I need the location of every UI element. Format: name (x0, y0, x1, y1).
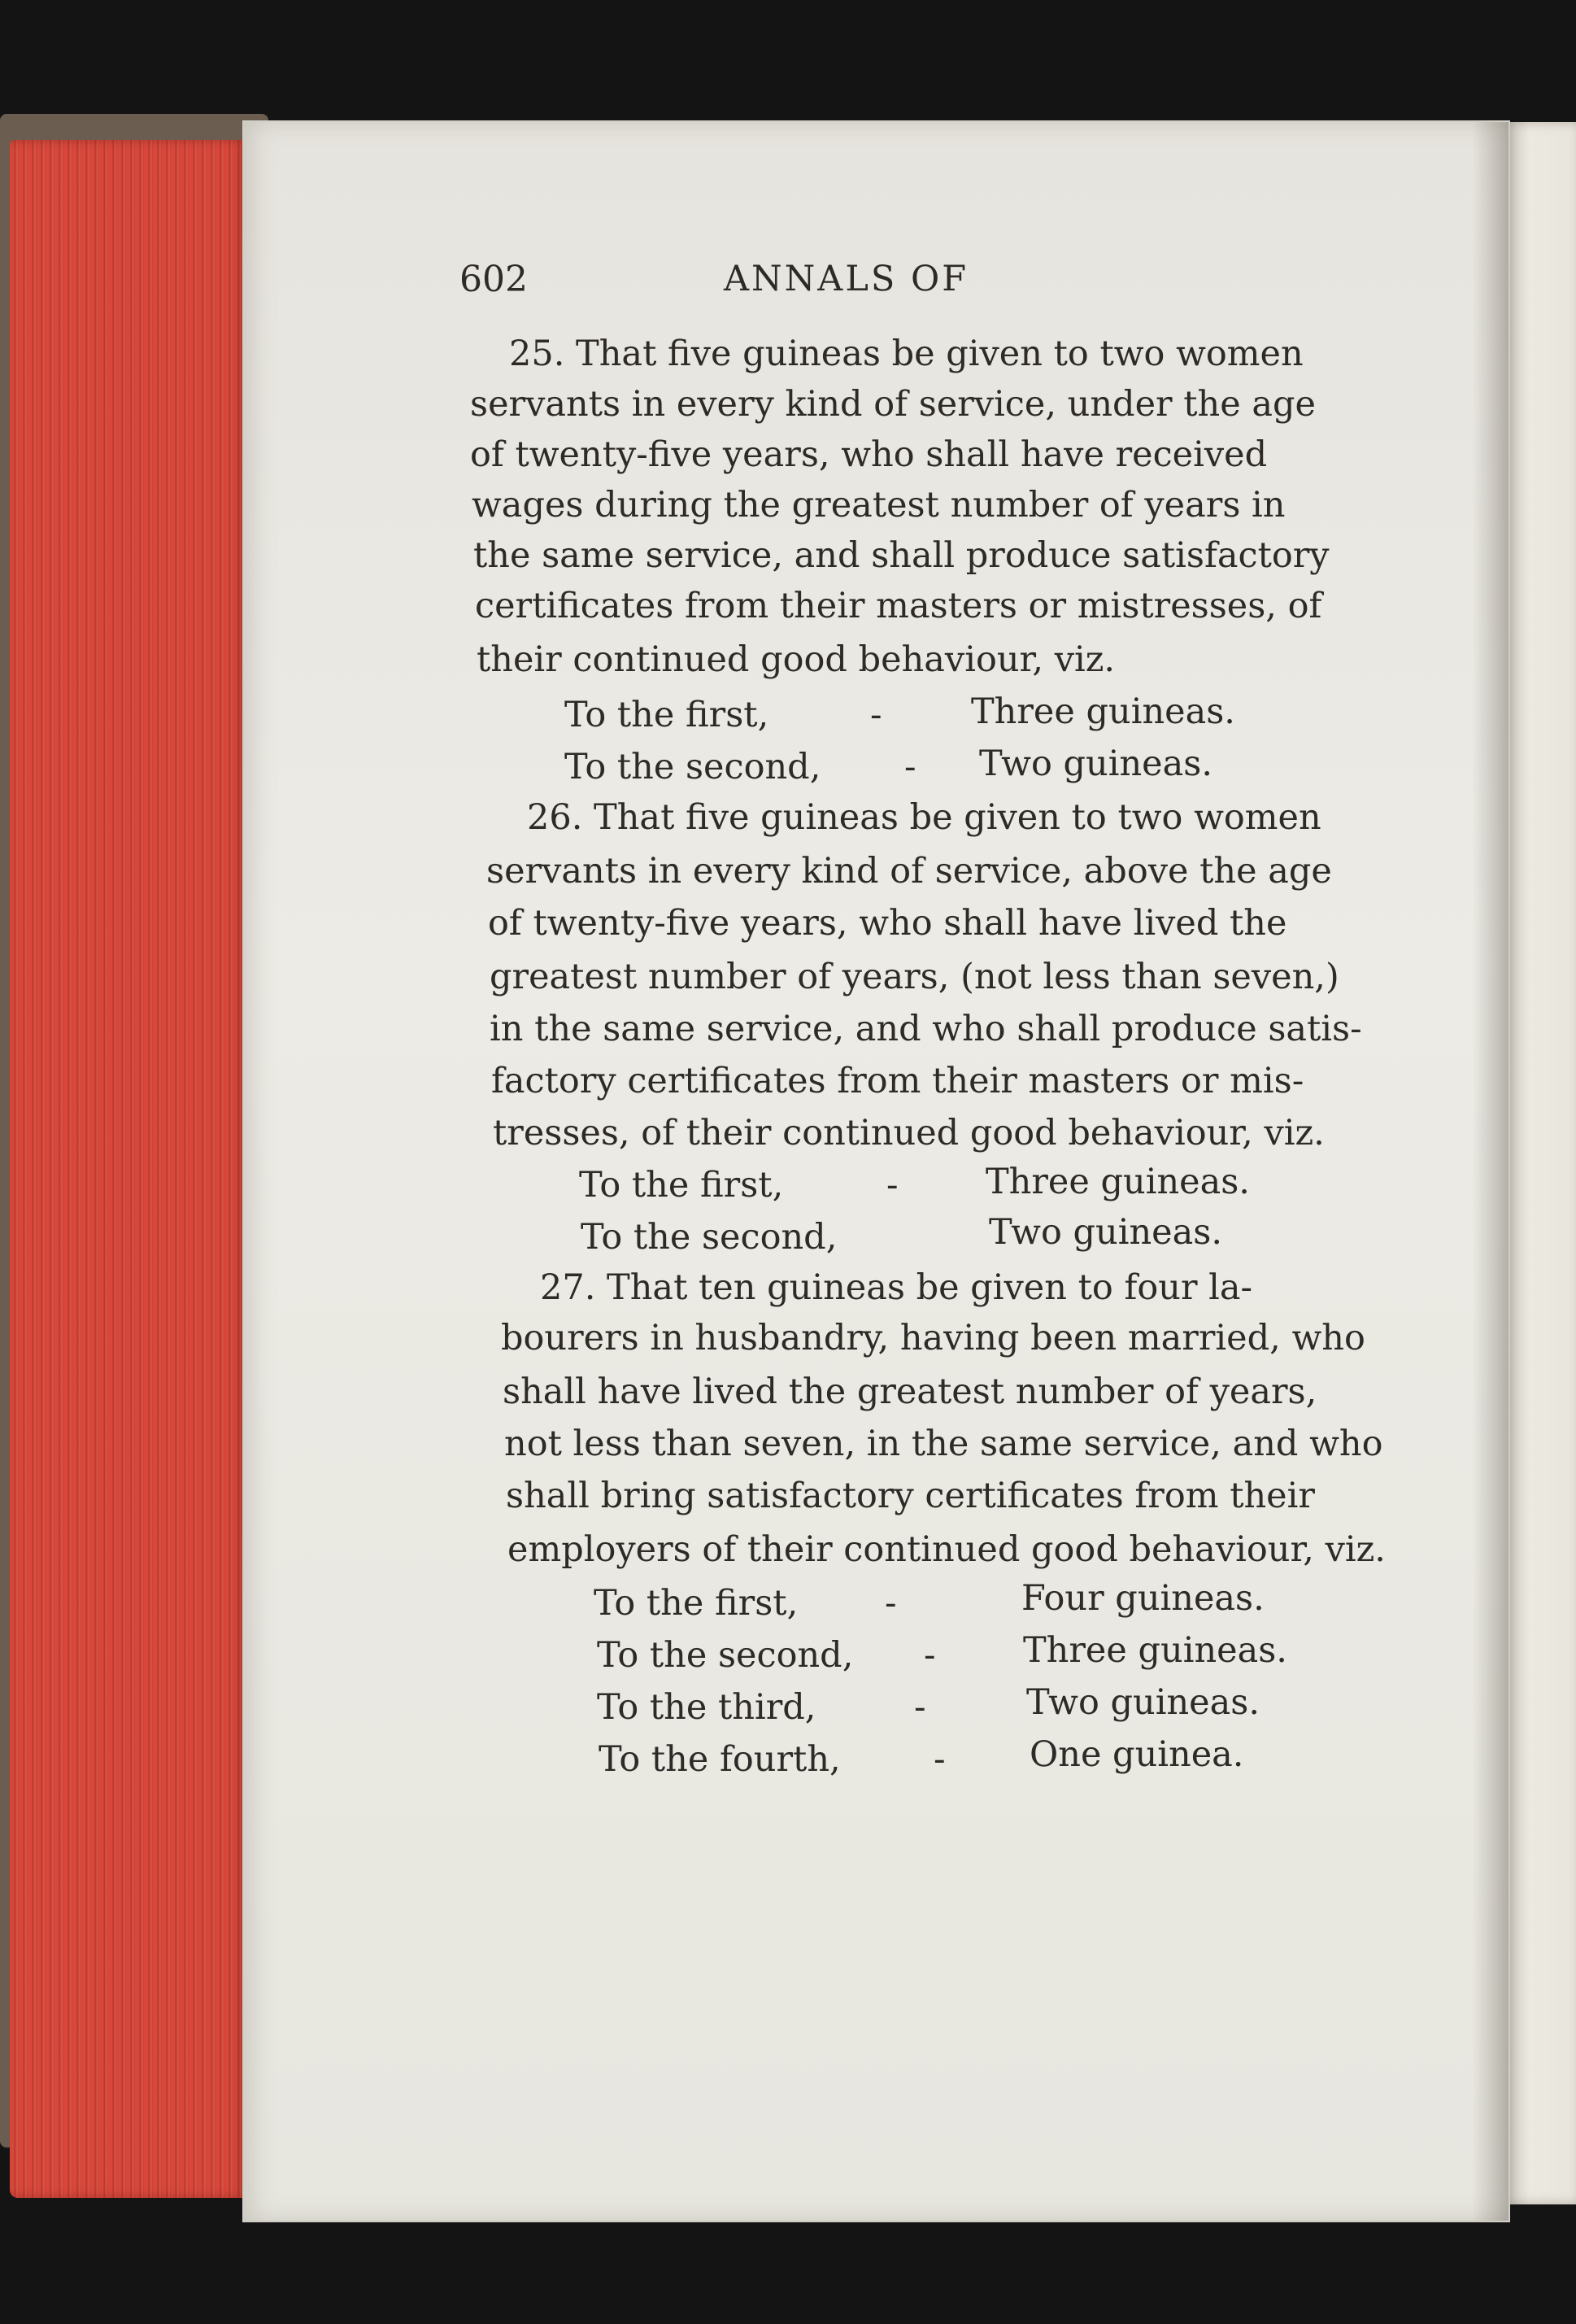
page-number: 602 (459, 259, 528, 300)
prize-dash: - (885, 1583, 897, 1624)
article-27-line-3: shall have lived the greatest number of years, (503, 1371, 1317, 1412)
article-27-line-4: not less than seven, in the same service, and who (504, 1424, 1383, 1464)
article-25-line-2: servants in every kind of service, under the age (470, 384, 1316, 425)
prize-dash: - (904, 747, 916, 787)
article-27-line-1: 27. That ten guineas be given to four la- (540, 1267, 1253, 1308)
prize-place: To the second, (581, 1217, 838, 1258)
article-25-line-6: certificates from their masters or mistresses, of (475, 586, 1322, 626)
prize-dash: - (934, 1739, 946, 1780)
page-gutter-shadow (1472, 122, 1509, 2221)
prize-dash: - (886, 1165, 899, 1206)
article-27-line-2: bourers in husbandry, having been married, who (501, 1318, 1365, 1358)
prize-dash: - (924, 1635, 936, 1676)
prize-place: To the second, (564, 747, 821, 787)
prize-amount: Three guineas. (971, 691, 1235, 732)
prize-amount: Two guineas. (1026, 1682, 1260, 1723)
article-26-line-2: servants in every kind of service, above the age (486, 851, 1332, 892)
prize-place: To the first, (564, 695, 769, 735)
article-26-line-3: of twenty-five years, who shall have lived the (488, 903, 1287, 944)
article-26-line-7: tresses, of their continued good behaviour, viz. (493, 1113, 1325, 1153)
article-26-line-1: 26. That five guineas be given to two women (527, 797, 1321, 838)
prize-dash: - (870, 695, 882, 735)
prize-amount: Three guineas. (986, 1162, 1250, 1202)
facing-page-edge (1504, 122, 1576, 2204)
prize-dash: - (914, 1687, 926, 1728)
prize-amount: Four guineas. (1021, 1578, 1265, 1619)
red-page-edges (10, 140, 247, 2198)
prize-amount: Two guineas. (979, 743, 1212, 784)
article-27-line-6: employers of their continued good behaviour, viz. (507, 1529, 1386, 1570)
article-25-line-3: of twenty-five years, who shall have received (470, 434, 1268, 475)
article-26-line-5: in the same service, and who shall produce satis- (490, 1009, 1362, 1049)
article-26-line-6: factory certificates from their masters or mis- (491, 1061, 1304, 1101)
article-25-line-4: wages during the greatest number of years in (472, 485, 1286, 525)
prize-place: To the third, (597, 1687, 816, 1728)
prize-place: To the second, (597, 1635, 854, 1676)
prize-place: To the fourth, (599, 1739, 841, 1780)
prize-place: To the first, (579, 1165, 784, 1206)
article-26-line-4: greatest number of years, (not less than seven,) (490, 957, 1339, 997)
article-25-line-5: the same service, and shall produce satisfactory (473, 535, 1330, 576)
prize-place: To the first, (594, 1583, 799, 1624)
running-title: ANNALS OF (724, 259, 969, 299)
article-25-line-1: 25. That five guineas be given to two women (509, 334, 1304, 374)
prize-amount: Three guineas. (1023, 1630, 1287, 1671)
article-27-line-5: shall bring satisfactory certificates from their (506, 1476, 1315, 1516)
prize-amount: One guinea. (1030, 1734, 1244, 1775)
article-25-line-7: their continued good behaviour, viz. (477, 639, 1116, 680)
prize-amount: Two guineas. (989, 1212, 1222, 1253)
